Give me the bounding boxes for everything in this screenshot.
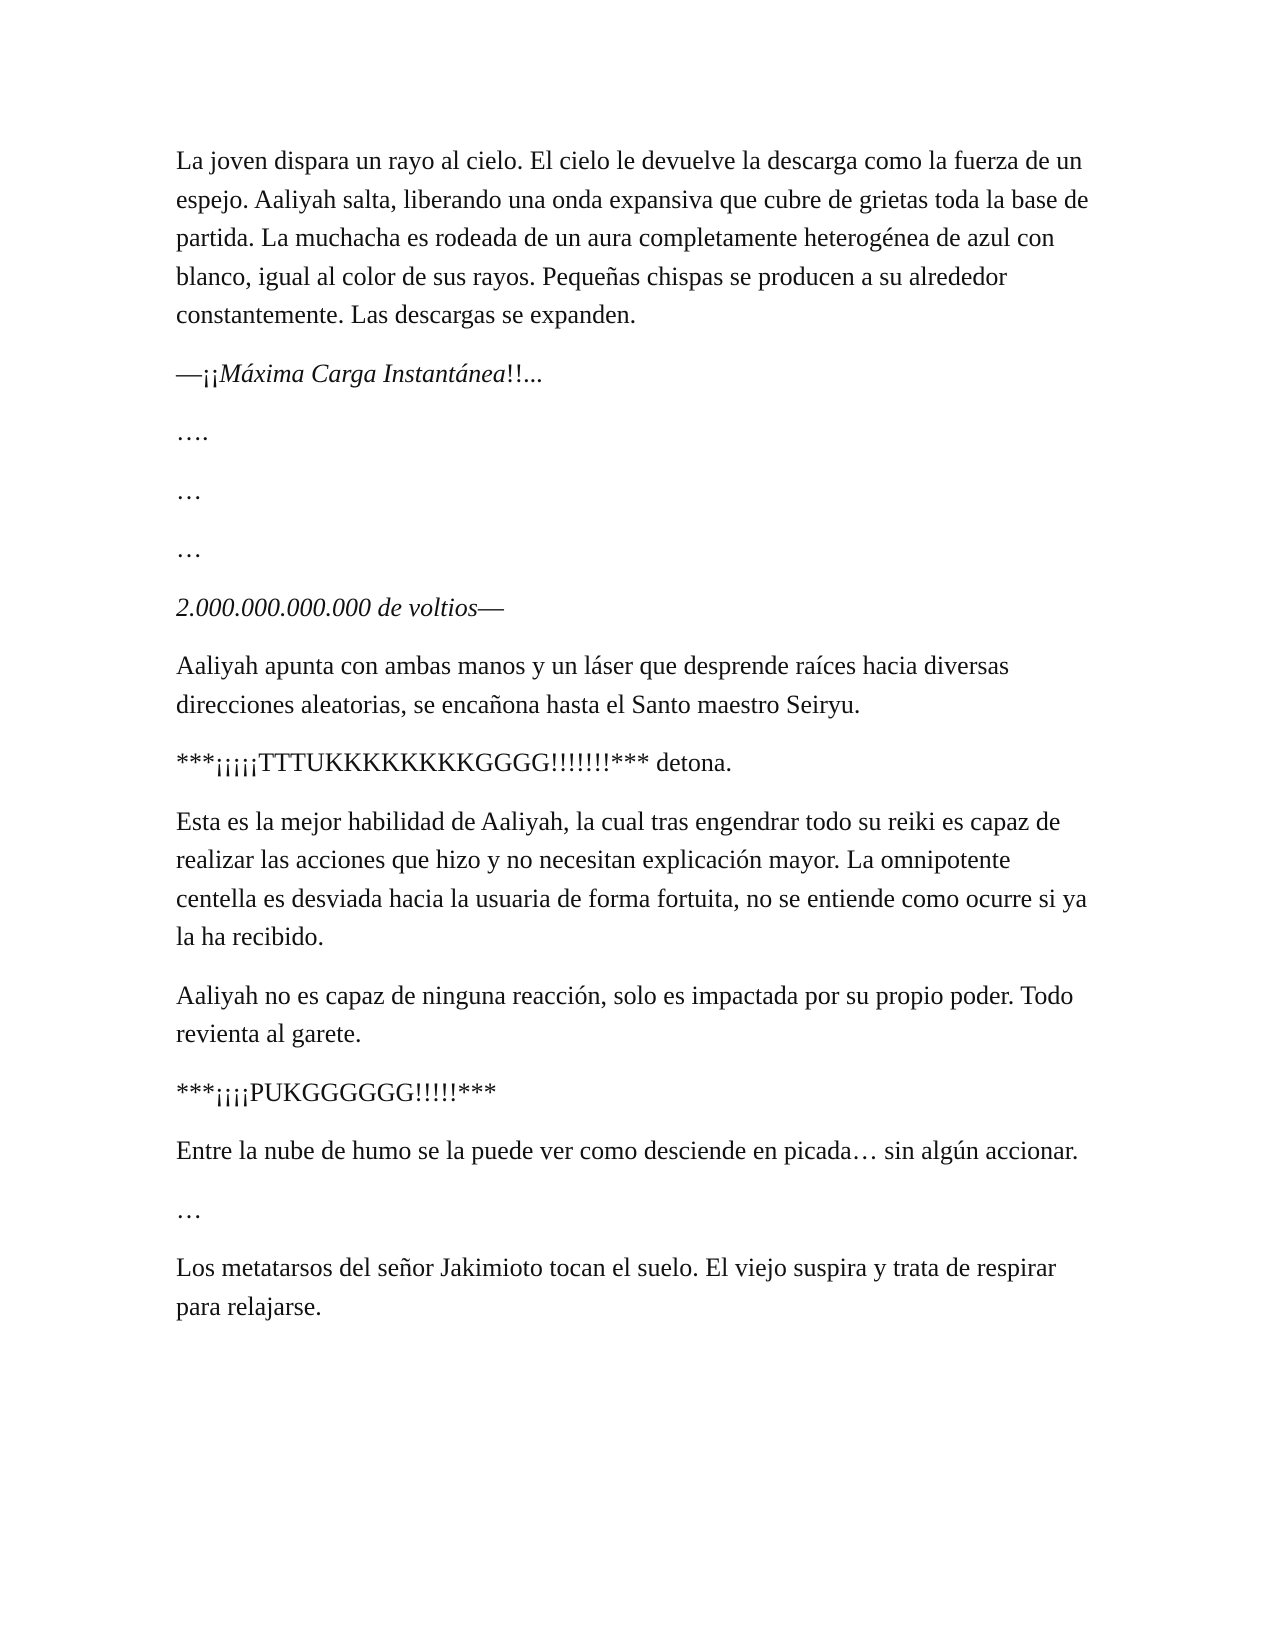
ellipsis-line: … — [176, 1194, 202, 1224]
paragraph-humo: Entre la nube de humo se la puede ver como desciende en picada… sin algún accionar. — [176, 1136, 1079, 1165]
dialogue-suffix: !!... — [505, 358, 543, 388]
dialogue-prefix: —¡¡ — [176, 358, 220, 388]
paragraph-aaliyah-aura: La joven dispara un rayo al cielo. El cielo le devuelve la descarga como la fuerza de un espejo. Aaliyah salta, liberando una onda expansiva que cubre de grietas toda la base de partida. La muchacha es rodeada de un aura completamente heterogénea de azul con blanco, igual al color de sus rayos. Pequeñas chispas se producen a su alrededor constantemente. Las descargas se expanden. — [176, 146, 1089, 329]
paragraph-onomatopoeia-puk: ***¡¡¡¡PUKGGGGGG!!!!!*** — [176, 1077, 497, 1107]
attack-name: Máxima Carga Instantánea — [219, 358, 506, 388]
paragraph-reaccion: Aaliyah no es capaz de ninguna reacción, solo es impactada por su propio poder. Todo revienta al garete. — [176, 980, 1074, 1048]
paragraph-maxima-carga — [176, 355, 1096, 394]
paragraph-laser: Aaliyah apunta con ambas manos y un láser que desprende raíces hacia diversas direcciones aleatorias, se encañona hasta el Santo maestro Seiryu. — [176, 651, 1010, 719]
paragraph-onomatopoeia-detona: ***¡¡¡¡¡TTTUKKKKKKKKGGGG!!!!!!!*** detona. — [176, 748, 732, 777]
voltage-text: 2.000.000.000.000 de voltios — [176, 592, 478, 622]
paragraph-habilidad: Esta es la mejor habilidad de Aaliyah, la cual tras engendrar todo su reiki es capaz de realizar las acciones que hizo y no necesitan explicación mayor. La omnipotente centella es desviada hacia la usuaria de forma fortuita, no se entiende como ocurre si ya la ha recibido. — [176, 806, 1088, 951]
ellipsis-line: …. — [176, 417, 209, 446]
ellipsis-line: … — [176, 475, 202, 505]
dialogue-suffix: — — [477, 592, 504, 622]
ellipsis-line: … — [176, 534, 202, 563]
document-page — [176, 142, 1096, 1346]
paragraph-voltios — [176, 589, 1096, 628]
paragraph-jakimioto: Los metatarsos del señor Jakimioto tocan el suelo. El viejo suspira y trata de respirar para relajarse. — [176, 1253, 1057, 1321]
